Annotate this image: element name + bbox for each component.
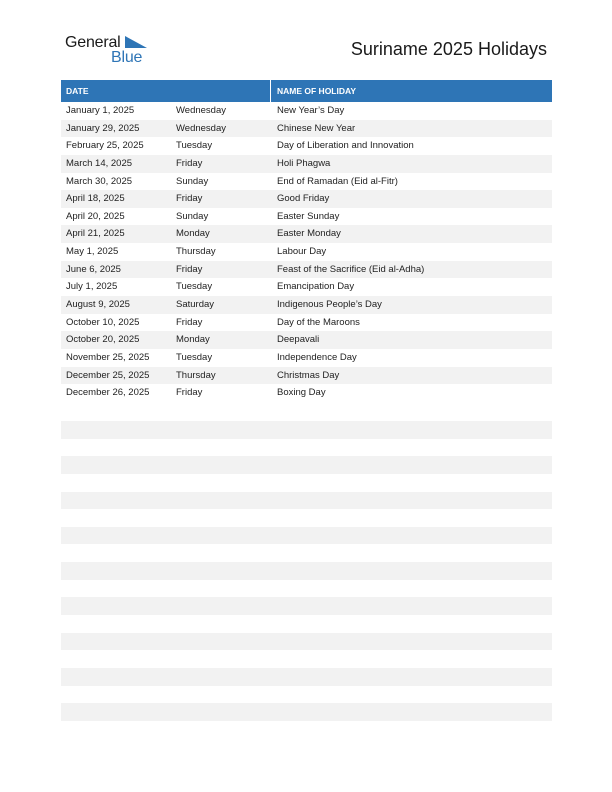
row-date: May 1, 2025 (66, 246, 119, 258)
row-date: October 20, 2025 (66, 334, 140, 346)
page-title: Suriname 2025 Holidays (350, 39, 547, 59)
row-weekday: Tuesday (176, 351, 213, 363)
table-row (61, 314, 552, 332)
row-holiday-name: Good Friday (277, 193, 330, 205)
row-weekday: Friday (176, 157, 203, 169)
blank-row (61, 527, 552, 545)
row-date: March 30, 2025 (66, 175, 133, 187)
table-row (61, 261, 552, 279)
blank-row (61, 668, 552, 686)
row-date: December 25, 2025 (66, 369, 150, 381)
row-weekday: Wednesday (176, 105, 226, 116)
row-weekday: Friday (176, 263, 203, 275)
row-weekday: Sunday (176, 210, 209, 222)
row-holiday-name: Day of the Maroons (277, 316, 360, 328)
row-date: October 10, 2025 (66, 316, 140, 328)
table-row (61, 384, 552, 402)
table-row (61, 225, 552, 243)
logo-triangle-icon (125, 36, 151, 50)
table-row (61, 137, 552, 155)
row-date: January 29, 2025 (66, 122, 140, 134)
row-holiday-name: Easter Sunday (277, 210, 340, 222)
header-holiday-name: NAME OF HOLIDAY (277, 86, 357, 96)
row-weekday: Tuesday (176, 140, 213, 152)
table-header (61, 80, 552, 102)
table-body (61, 102, 552, 402)
table-row (61, 296, 552, 314)
row-weekday: Saturday (176, 299, 215, 311)
generalblue-logo (65, 34, 155, 68)
blank-row (61, 703, 552, 721)
row-holiday-name: End of Ramadan (Eid al-Fitr) (277, 175, 398, 187)
logo-text-blue: Blue (111, 49, 143, 66)
row-holiday-name: Day of Liberation and Innovation (277, 140, 414, 152)
table-row (61, 120, 552, 138)
row-date: July 1, 2025 (66, 281, 118, 293)
row-weekday: Sunday (176, 175, 209, 187)
row-weekday: Wednesday (176, 122, 226, 134)
row-holiday-name: Deepavali (277, 334, 320, 346)
table-row (61, 208, 552, 226)
row-holiday-name: Boxing Day (277, 387, 326, 399)
row-weekday: Friday (176, 316, 203, 328)
row-weekday: Monday (176, 334, 210, 346)
row-weekday: Friday (176, 193, 203, 205)
table-row (61, 331, 552, 349)
table-row (61, 367, 552, 385)
table-row (61, 349, 552, 367)
blank-row (61, 492, 552, 510)
logo-text-general: General (65, 34, 121, 51)
row-holiday-name: Indigenous People’s Day (277, 299, 382, 311)
row-date: June 6, 2025 (66, 263, 121, 275)
table-row (61, 243, 552, 261)
row-date: April 21, 2025 (66, 228, 125, 240)
row-holiday-name: Holi Phagwa (277, 157, 331, 169)
row-holiday-name: Easter Monday (277, 228, 341, 240)
row-date: November 25, 2025 (66, 351, 150, 363)
blank-row (61, 597, 552, 615)
table-row (61, 155, 552, 173)
row-holiday-name: Labour Day (277, 246, 327, 258)
row-holiday-name: Emancipation Day (277, 281, 355, 293)
row-holiday-name: Christmas Day (277, 369, 340, 381)
blank-row (61, 421, 552, 439)
header-date: DATE (61, 80, 271, 102)
row-holiday-name: Feast of the Sacrifice (Eid al-Adha) (277, 263, 425, 275)
row-holiday-name: Independence Day (277, 351, 357, 363)
row-date: December 26, 2025 (66, 387, 150, 399)
row-date: March 14, 2025 (66, 157, 133, 169)
blank-row (61, 562, 552, 580)
row-weekday: Thursday (176, 246, 216, 258)
table-row (61, 173, 552, 191)
row-date: August 9, 2025 (66, 299, 130, 311)
row-weekday: Friday (176, 387, 203, 399)
empty-rows (61, 421, 552, 739)
row-date: January 1, 2025 (66, 105, 135, 116)
table-row (61, 278, 552, 296)
row-weekday: Thursday (176, 369, 216, 381)
table-row (61, 190, 552, 208)
row-date: February 25, 2025 (66, 140, 144, 152)
row-weekday: Tuesday (176, 281, 213, 293)
row-date: April 18, 2025 (66, 193, 125, 205)
row-holiday-name: Chinese New Year (277, 122, 356, 134)
holiday-table (61, 80, 552, 402)
table-row (61, 102, 552, 120)
blank-row (61, 456, 552, 474)
row-holiday-name: New Year’s Day (277, 105, 345, 116)
row-weekday: Monday (176, 228, 210, 240)
blank-row (61, 633, 552, 651)
row-date: April 20, 2025 (66, 210, 125, 222)
